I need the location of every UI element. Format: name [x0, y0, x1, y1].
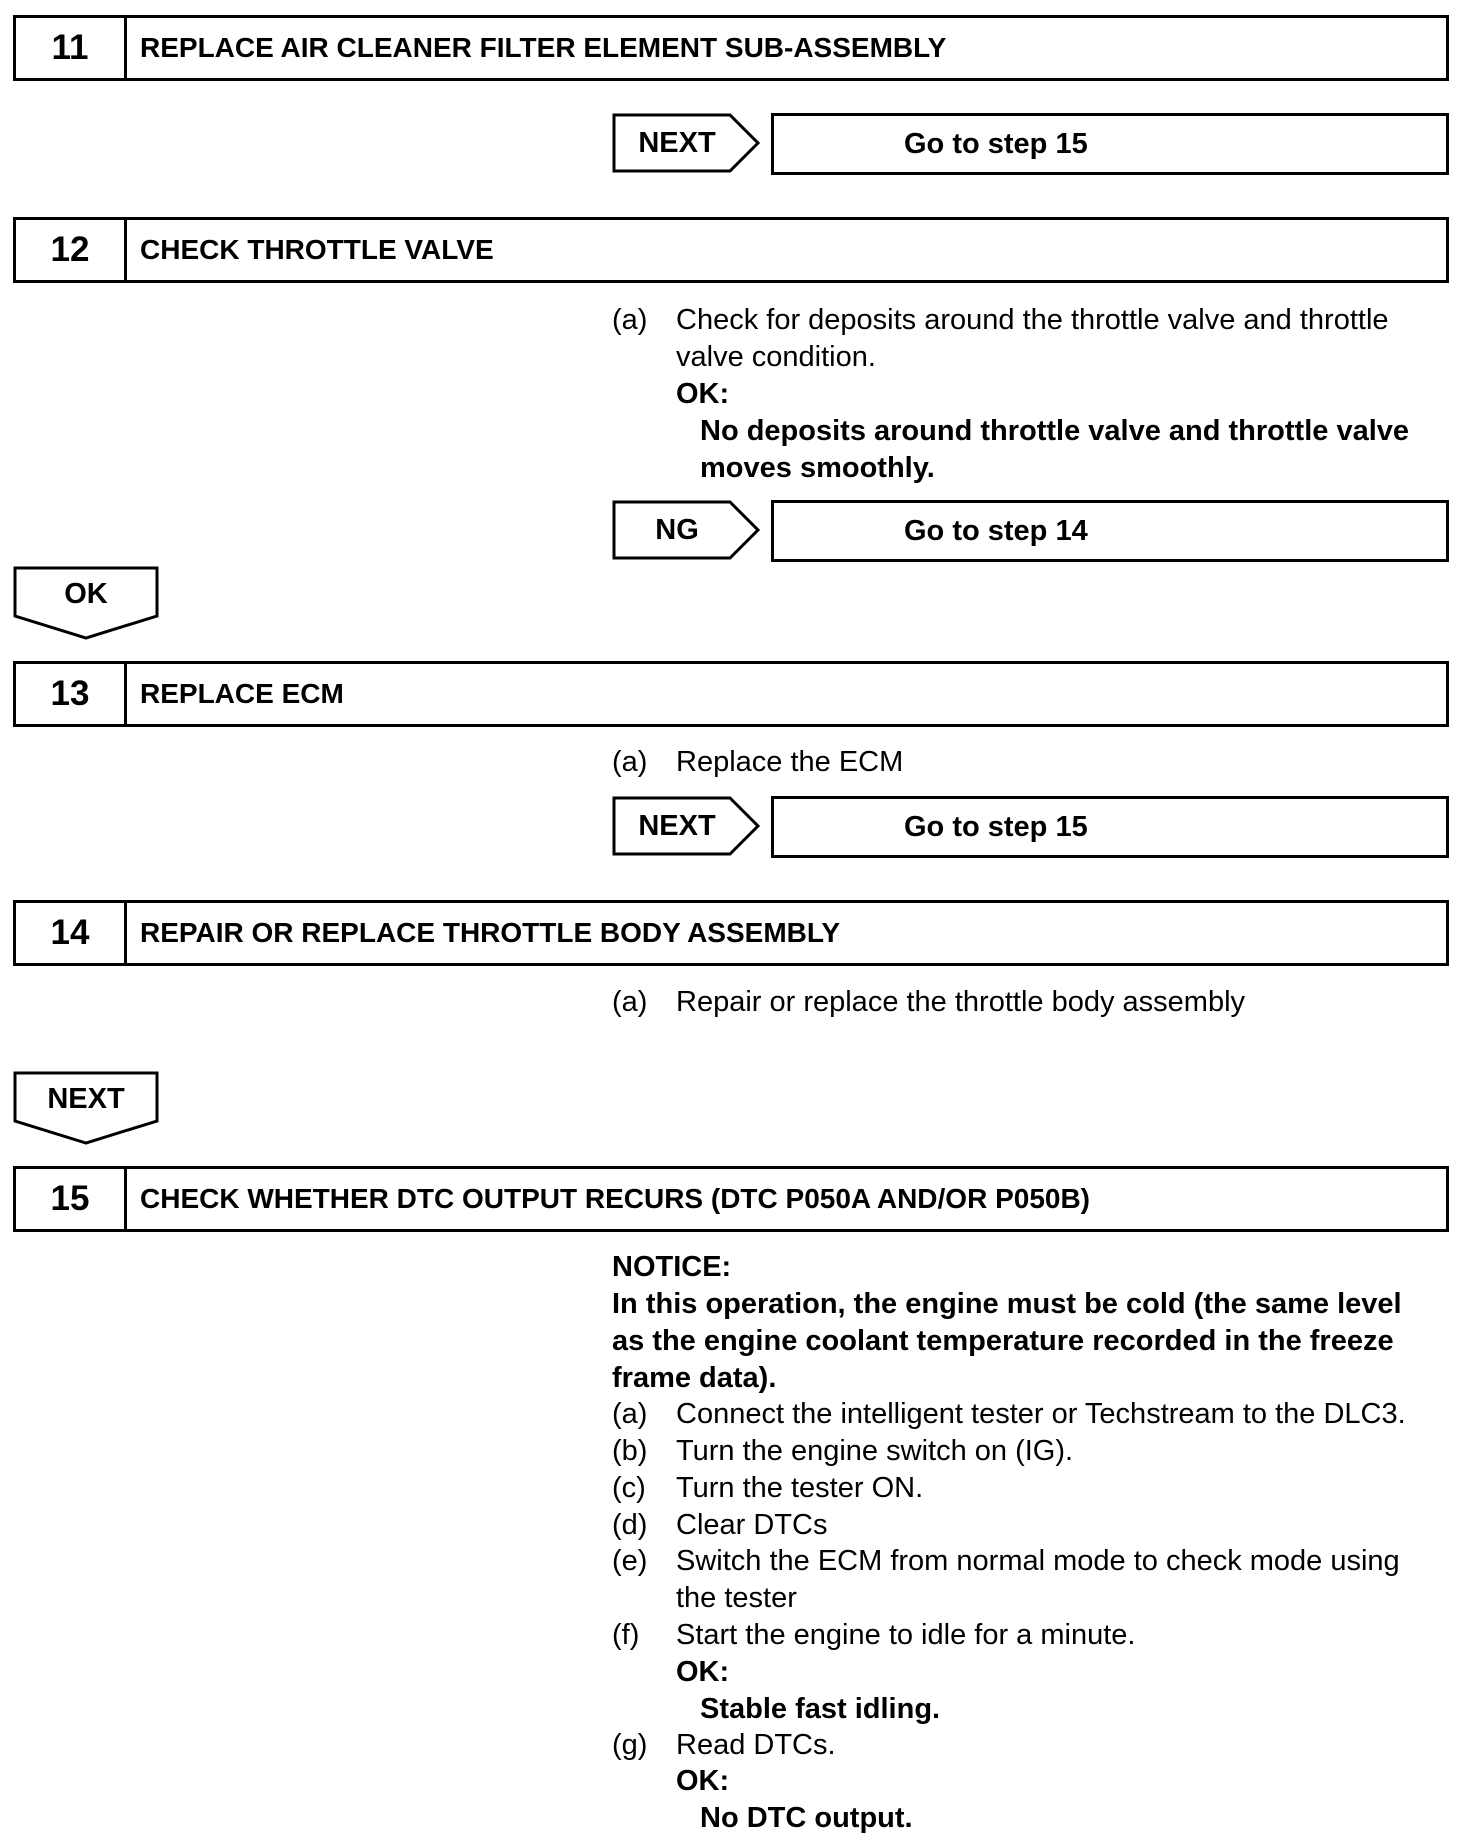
branch-label: NEXT: [638, 127, 716, 159]
step-number: 12: [16, 220, 127, 280]
go-to-step-link[interactable]: [771, 796, 1449, 858]
ok-label: OK:: [676, 378, 730, 410]
item-label: (a): [612, 746, 648, 778]
instruction-text: the tester: [676, 1582, 797, 1614]
instruction-text: Switch the ECM from normal mode to check mode using: [676, 1545, 1400, 1577]
go-to-step-link[interactable]: [771, 113, 1449, 175]
branch-label: NEXT: [638, 810, 716, 842]
go-to-text: Go to step 15: [904, 811, 1088, 843]
next-arrow-label: [612, 113, 762, 173]
item-label: (e): [612, 1545, 648, 1577]
notice-title: NOTICE:: [612, 1251, 732, 1283]
instruction-text: Check for deposits around the throttle valve and throttle: [676, 304, 1389, 336]
step-14-header: [13, 900, 1449, 966]
item-label: (d): [612, 1509, 648, 1541]
flow-label: OK: [64, 578, 108, 610]
spec-text: No deposits around throttle valve and throttle valve: [700, 415, 1410, 447]
instruction-text: Read DTCs.: [676, 1729, 836, 1761]
instruction-text: valve condition.: [676, 341, 876, 373]
instruction-text: Clear DTCs: [676, 1509, 828, 1541]
instruction-text: Connect the intelligent tester or Techstream to the DLC3.: [676, 1398, 1406, 1430]
step-13-header: [13, 661, 1449, 727]
item-label: (c): [612, 1472, 646, 1504]
step-title: REPAIR OR REPLACE THROTTLE BODY ASSEMBLY: [140, 917, 841, 948]
spec-text: Stable fast idling.: [700, 1693, 941, 1725]
branch-label: NG: [655, 514, 699, 546]
ng-arrow-label: [612, 500, 762, 560]
step-number: 11: [16, 18, 127, 78]
notice-text: as the engine coolant temperature recorded in the freeze: [612, 1325, 1394, 1357]
step-title: REPLACE AIR CLEANER FILTER ELEMENT SUB-ASSEMBLY: [140, 32, 947, 63]
ok-label: OK:: [676, 1765, 730, 1797]
instruction-text: Start the engine to idle for a minute.: [676, 1619, 1136, 1651]
item-label: (a): [612, 304, 648, 336]
item-label: (f): [612, 1619, 640, 1651]
step-number: 13: [16, 664, 127, 724]
next-arrow-label: [612, 796, 762, 856]
item-label: (a): [612, 986, 648, 1018]
spec-text: moves smoothly.: [700, 452, 935, 484]
go-to-text: Go to step 15: [904, 128, 1088, 160]
instruction-text: Turn the tester ON.: [676, 1472, 924, 1504]
step-number: 14: [16, 903, 127, 963]
item-label: (g): [612, 1729, 648, 1761]
item-label: (b): [612, 1435, 648, 1467]
item-label: (a): [612, 1398, 648, 1430]
notice-text: frame data).: [612, 1362, 777, 1394]
step-11-header: [13, 15, 1449, 81]
instruction-text: Repair or replace the throttle body assembly: [676, 986, 1246, 1018]
instruction-text: Turn the engine switch on (IG).: [676, 1435, 1074, 1467]
step-15-header: [13, 1166, 1449, 1232]
step-title: CHECK THROTTLE VALVE: [140, 234, 494, 265]
step-12-header: [13, 217, 1449, 283]
notice-text: In this operation, the engine must be cold (the same level: [612, 1288, 1402, 1320]
go-to-text: Go to step 14: [904, 515, 1088, 547]
step-title: REPLACE ECM: [140, 678, 344, 709]
instruction-text: Replace the ECM: [676, 746, 904, 778]
flow-label: NEXT: [47, 1083, 125, 1115]
step-number: 15: [16, 1169, 127, 1229]
next-flow-arrow: [13, 1071, 163, 1146]
spec-text: No DTC output.: [700, 1802, 913, 1834]
step-title: CHECK WHETHER DTC OUTPUT RECURS (DTC P050A AND/OR P050B): [140, 1183, 1091, 1214]
go-to-step-link[interactable]: [771, 500, 1449, 562]
ok-label: OK:: [676, 1656, 730, 1688]
ok-flow-arrow: [13, 566, 163, 641]
